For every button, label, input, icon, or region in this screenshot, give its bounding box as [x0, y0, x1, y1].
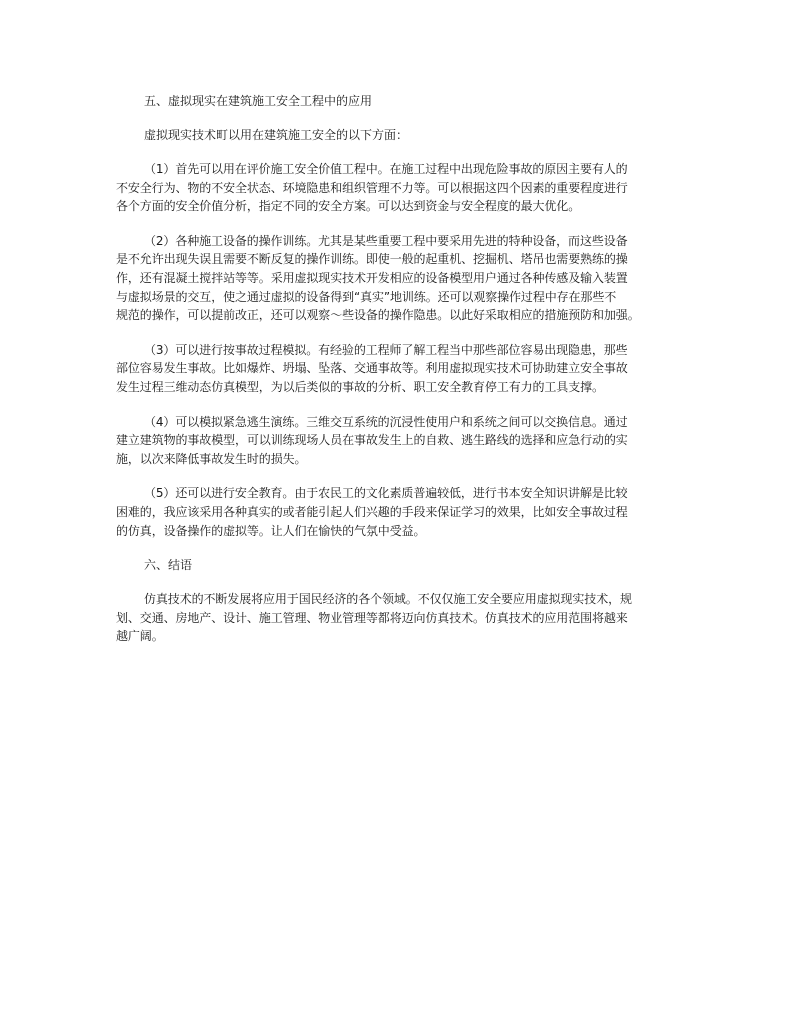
- paragraph-line: 越广阔。: [116, 629, 164, 644]
- paragraph-line: 困难的，我应该采用各种真实的或者能引起人们兴趣的手段来保证学习的效果，比如安全事故过程: [116, 504, 628, 519]
- paragraph-line: （1）首先可以用在评价施工安全价值工程中。在施工过程中出现危险事故的原因主要有人的: [144, 162, 628, 176]
- paragraph-line: 施，以次来降低事故发生时的损失。: [116, 451, 307, 466]
- paragraph-line: （5）还可以进行安全教育。由于农民工的文化素质普遍较低，进行书本安全知识讲解是比较: [144, 486, 628, 501]
- paragraph-3: [116, 341, 682, 397]
- paragraph-5: [116, 484, 682, 540]
- paragraph-line: 各个方面的安全价值分析，指定不同的安全方案。可以达到资金与安全程度的最大优化。: [116, 199, 581, 214]
- paragraph-2: [116, 232, 682, 325]
- paragraph-line: 与虚拟场景的交互，使之通过虚拟的设备得到“真实”地训练。还可以观察操作过程中存在那些不: [116, 289, 617, 304]
- paragraph-line: 作，还有混凝土搅拌站等等。采用虚拟现实技术开发相应的设备模型用户通过各种传感及输入装置: [116, 270, 628, 285]
- paragraph-line: 部位容易发生事故。比如爆炸、坍塌、坠落、交通事故等。利用虚拟现实技术可协助建立安全事故: [116, 361, 628, 376]
- paragraph-line: 发生过程三维动态仿真模型，为以后类似的事故的分析、职工安全教育停工有力的工具支撑。: [116, 379, 604, 394]
- paragraph-line: 的仿真，设备操作的虚拟等。让人们在愉快的气氛中受益。: [116, 523, 426, 538]
- section-6-heading: 六、结语: [144, 558, 193, 573]
- section-5-intro: 虚拟现实技术町以用在建筑施工安全的以下方面：: [144, 128, 409, 142]
- paragraph-line: （3）可以进行按事故过程模拟。有经验的工程师了解工程当中那些部位容易出现隐患，那些: [144, 342, 628, 357]
- paragraph-line: （4）可以模拟紧急逃生演练。三维交互系统的沉浸性使用户和系统之间可以交换信息。通过: [144, 414, 628, 429]
- paragraph-1: [116, 160, 682, 216]
- section-5-heading: 五、虚拟现实在建筑施工安全工程中的应用: [144, 94, 373, 108]
- paragraph-line: 划、交通、房地产、设计、施工管理、物业管理等都将迈向仿真技术。仿真技术的应用范围将越来: [116, 610, 628, 625]
- document-page: [116, 92, 682, 662]
- conclusion-paragraph: [116, 590, 682, 646]
- paragraph-line: 仿真技术的不断发展将应用于国民经济的各个领域。不仅仅施工安全要应用虚拟现实技术，规: [144, 592, 632, 607]
- paragraph-line: 是不允许出现失误且需要不断反复的操作训练。即使一般的起重机、挖掘机、塔吊也需要熟练的操: [116, 252, 628, 267]
- paragraph-line: 规范的操作，可以提前改正，还可以观察～些设备的操作隐患。以此好采取相应的措施预防和加强。: [116, 308, 640, 323]
- paragraph-line: （2）各种施工设备的操作训练。尤其是某些重要工程中要采用先进的特种设备，而这些设备: [144, 233, 628, 248]
- paragraph-line: 不安全行为、物的不安全状态、环境隐患和组织管理不力等。可以根据这四个因素的重要程度进行: [116, 180, 628, 195]
- paragraph-line: 建立建筑物的事故模型，可以训练现场人员在事故发生上的自救、逃生路线的选择和应急行动的实: [116, 433, 628, 448]
- paragraph-4: [116, 413, 682, 469]
